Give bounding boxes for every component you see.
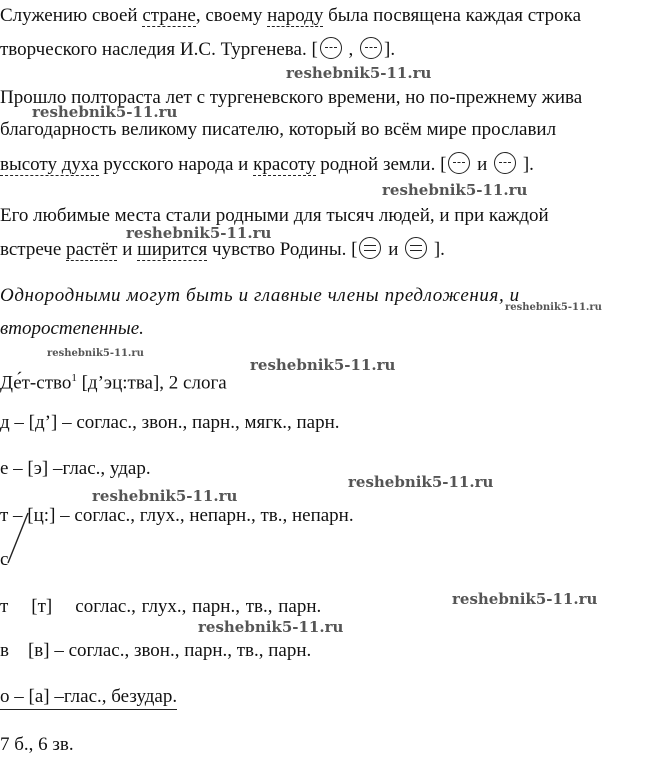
underlined-word: красоту bbox=[253, 154, 316, 175]
phonetic-row bbox=[0, 596, 321, 618]
text: т – [ц:] – соглас., глух., непарн., тв., непарн. bbox=[0, 505, 354, 526]
watermark: reshebnik5-11.ru bbox=[32, 103, 178, 121]
phonetic-row bbox=[0, 505, 354, 527]
text: 7 б., 6 зв. bbox=[0, 734, 74, 755]
watermark: reshebnik5-11.ru bbox=[250, 356, 396, 374]
underlined-word: народу bbox=[267, 5, 324, 26]
text: Его любимые места стали родными для тысяч людей, и при каждой bbox=[0, 205, 549, 226]
text: и bbox=[117, 239, 138, 260]
text: с bbox=[0, 549, 9, 570]
text: Прошло полтораста лет с тургеневского времени, но по-прежнему жива bbox=[0, 87, 583, 108]
summary bbox=[0, 734, 74, 756]
paragraph2-line2 bbox=[0, 119, 556, 141]
paragraph1-line2 bbox=[0, 37, 395, 61]
watermark: reshebnik5-11.ru bbox=[348, 473, 494, 491]
text: о – [а] –глас., безудар. bbox=[0, 686, 178, 707]
underlined-word: высоту духа bbox=[0, 154, 99, 175]
watermark: reshebnik5-11.ru bbox=[47, 348, 144, 359]
watermark: reshebnik5-11.ru bbox=[126, 224, 272, 242]
footnote-marker: 1 bbox=[71, 372, 77, 384]
underlined-word: ширится bbox=[137, 239, 208, 260]
subject-circle-icon bbox=[448, 152, 470, 174]
predicate-circle-icon bbox=[405, 237, 427, 259]
paragraph2-line3 bbox=[0, 152, 534, 176]
note-line1 bbox=[0, 285, 520, 307]
text: второстепенные. bbox=[0, 318, 144, 339]
text: , своему bbox=[195, 5, 268, 26]
paragraph1-line1 bbox=[0, 5, 581, 27]
text: и bbox=[472, 154, 493, 175]
text: ]. bbox=[384, 39, 396, 60]
text: творческого наследия И.С. Тургенева. [ bbox=[0, 39, 318, 60]
word-transcription bbox=[0, 367, 227, 394]
text: и bbox=[383, 239, 404, 260]
underlined-word: растёт bbox=[66, 239, 118, 260]
word: Де́т-ство bbox=[0, 372, 72, 394]
subject-circle-icon bbox=[320, 37, 342, 59]
text: д – [д’] – соглас., звон., парн., мягк., парн. bbox=[0, 412, 340, 433]
note-line2 bbox=[0, 318, 144, 340]
text: Однородными могут быть и главные члены предложения, и bbox=[0, 285, 520, 306]
watermark: reshebnik5-11.ru bbox=[198, 618, 344, 636]
phonetic-row bbox=[0, 686, 177, 710]
text: в [в] – соглас., звон., парн., тв., парн. bbox=[0, 640, 312, 661]
predicate-circle-icon bbox=[359, 237, 381, 259]
text: родной земли. [ bbox=[315, 154, 447, 175]
watermark: reshebnik5-11.ru bbox=[452, 590, 598, 608]
phonetic-row bbox=[0, 458, 151, 480]
link-stroke-icon bbox=[0, 505, 40, 575]
watermark: reshebnik5-11.ru bbox=[382, 181, 528, 199]
text: ]. bbox=[429, 239, 445, 260]
text: встрече bbox=[0, 239, 67, 260]
text: [д’эц:тва], 2 слога bbox=[76, 372, 227, 394]
watermark: reshebnik5-11.ru bbox=[92, 487, 238, 505]
phonetic-row bbox=[0, 640, 311, 662]
phonetic-row bbox=[0, 412, 340, 434]
text: была посвящена каждая строка bbox=[323, 5, 582, 26]
text: , bbox=[343, 39, 359, 60]
text: чувство Родины. [ bbox=[207, 239, 358, 260]
subject-circle-icon bbox=[360, 37, 382, 59]
watermark: reshebnik5-11.ru bbox=[505, 302, 602, 313]
text: благодарность великому писателю, который во всём мире прославил bbox=[0, 119, 557, 140]
text: т [т] соглас., глух., парн., тв., парн. bbox=[0, 596, 322, 617]
underlined-word: стране bbox=[142, 5, 196, 26]
subject-circle-icon bbox=[494, 152, 516, 174]
text: е – [э] –глас., удар. bbox=[0, 458, 151, 479]
text: русского народа и bbox=[98, 154, 254, 175]
text: ]. bbox=[518, 154, 534, 175]
paragraph3-line1 bbox=[0, 205, 549, 227]
watermark: reshebnik5-11.ru bbox=[286, 64, 432, 82]
text: Служению своей bbox=[0, 5, 143, 26]
